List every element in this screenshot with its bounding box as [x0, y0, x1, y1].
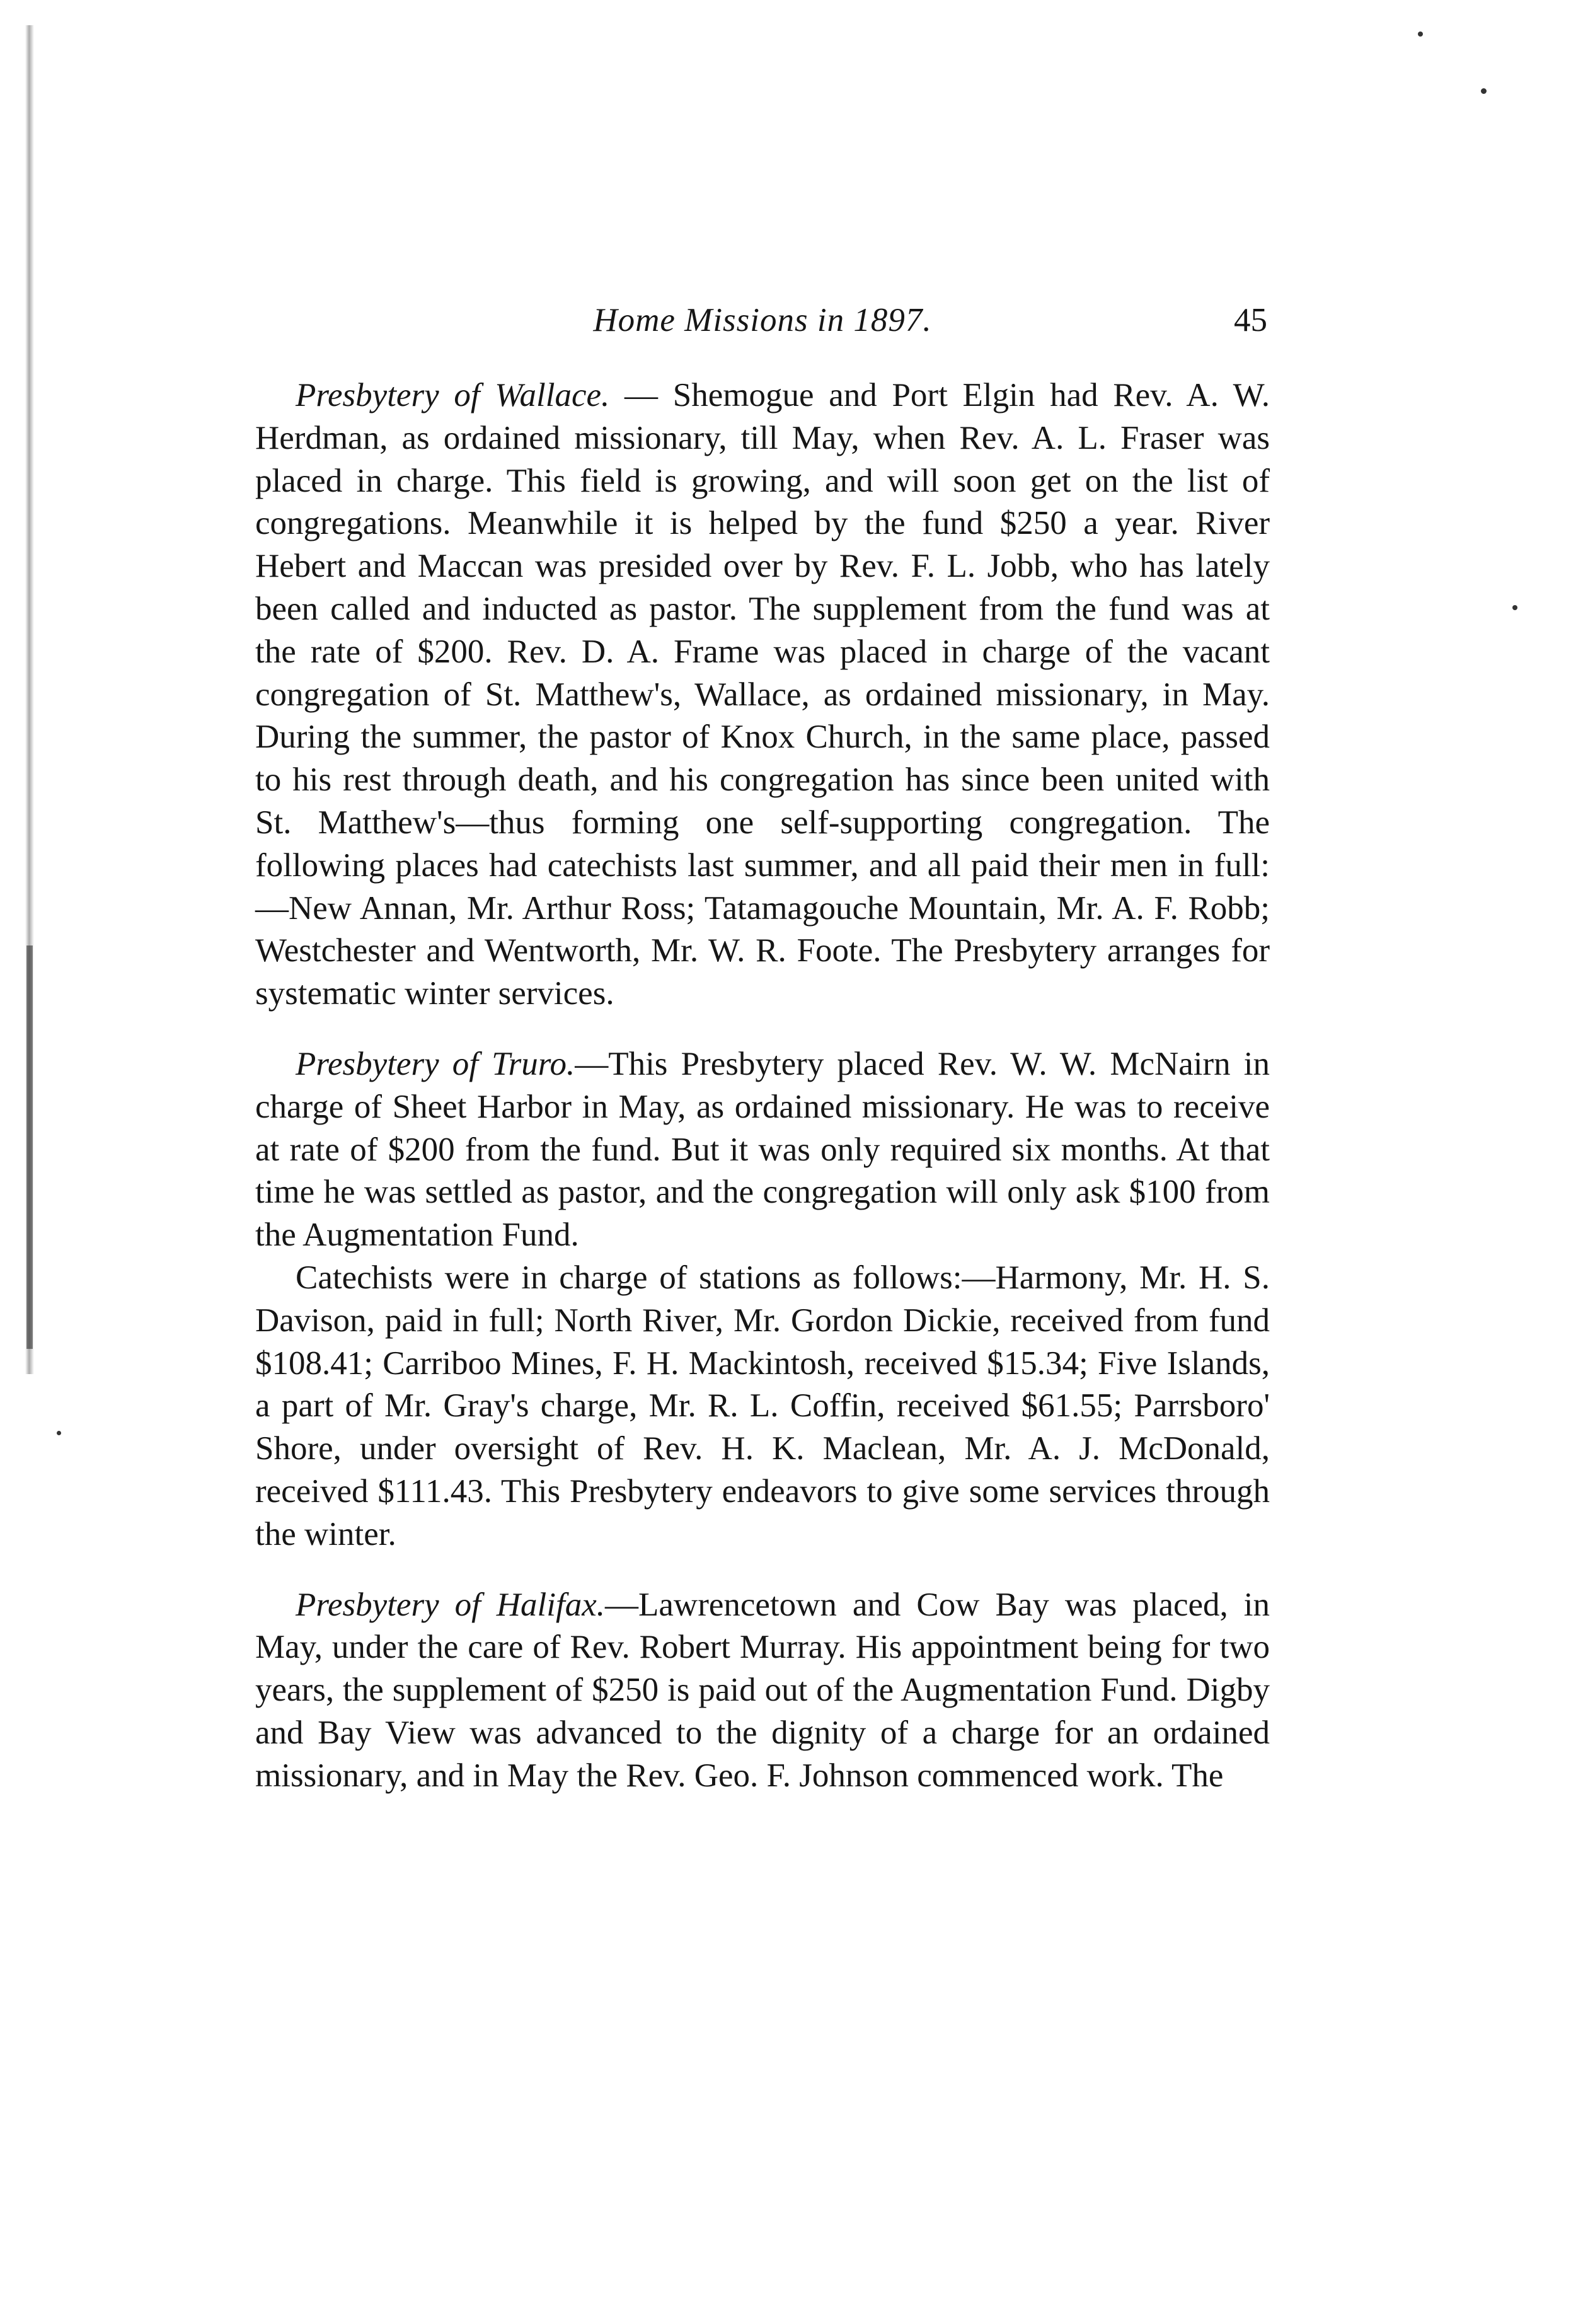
paragraph-halifax — [255, 1584, 1270, 1798]
page-number: 45 — [1234, 302, 1267, 338]
running-title: Home Missions in 1897. — [593, 302, 932, 338]
paragraph-text: —Lawrencetown and Cow Bay was placed, in May, under the care of Rev. Robert Murray. His appointment being for two years, the supplement of $250 is paid out of the Augmentation Fund. Digby and Bay View was advanced to the dignity of a charge for an ordained missionary, and in May the Rev. Geo. F. Johnson commenced work. The — [255, 1586, 1270, 1794]
scan-speck — [1418, 32, 1423, 37]
paragraph-text: —This Presbytery placed Rev. W. W. McNairn in charge of Sheet Harbor in May, as ordained missionary. He was to receive at rate of $200 from the fund. But it was only required six months. At that time he was settled as pastor, and the congregation will only ask $100 from the Augmentation Fund. — [255, 1045, 1270, 1254]
page-content — [255, 301, 1270, 1798]
paragraph-wallace — [255, 374, 1270, 1015]
page-edge-mark — [26, 945, 33, 1349]
paragraph-catechists — [255, 1257, 1270, 1556]
scan-speck — [57, 1431, 61, 1435]
scan-speck — [1481, 88, 1487, 94]
scan-speck — [1512, 605, 1517, 610]
paragraph-truro — [255, 1043, 1270, 1257]
paragraph-text: Catechists were in charge of stations as follows:—Harmony, Mr. H. S. Davison, paid in full; North River, Mr. Gordon Dickie, received from fund $108.41; Carriboo Mines, F. H. Mackintosh, received $15.34; Five Islands, a part of Mr. Gray's charge, Mr. R. L. Coffin, received $61.55; Parrsboro' Shore, under oversight of Rev. H. K. Maclean, Mr. A. J. McDonald, received $111.43. This Presbytery endeavors to give some services through the winter. — [255, 1259, 1270, 1552]
paragraph-lead: Presbytery of Halifax. — [296, 1586, 606, 1623]
paragraph-lead: Presbytery of Wallace. — [296, 377, 610, 413]
paragraph-text: — Shemogue and Port Elgin had Rev. A. W. Herdman, as ordained missionary, till May, when Rev. A. L. Fraser was placed in charge. This field is growing, and will soon get on the list of congregations. Meanwhile it is helped by the fund $250 a year. River Hebert and Maccan was presided over by Rev. F. L. Jobb, who has lately been called and inducted as pastor. The supplement from the fund was at the rate of $200. Rev. D. A. Frame was placed in charge of the vacant congregation of St. Matthew's, Wallace, as ordained missionary, in May. During the summer, the pastor of Knox Church, in the same place, passed to his rest through death, and his congregation has since been united with St. Matthew's—thus forming one self-supporting congregation. The following places had catechists last summer, and all paid their men in full:—New Annan, Mr. Arthur Ross; Tatamagouche Mountain, Mr. A. F. Robb; Westchester and Wentworth, Mr. W. R. Foote. The Presbytery arranges for systematic winter services. — [255, 377, 1270, 1012]
running-head — [255, 301, 1270, 352]
paragraph-lead: Presbytery of Truro. — [296, 1045, 575, 1082]
